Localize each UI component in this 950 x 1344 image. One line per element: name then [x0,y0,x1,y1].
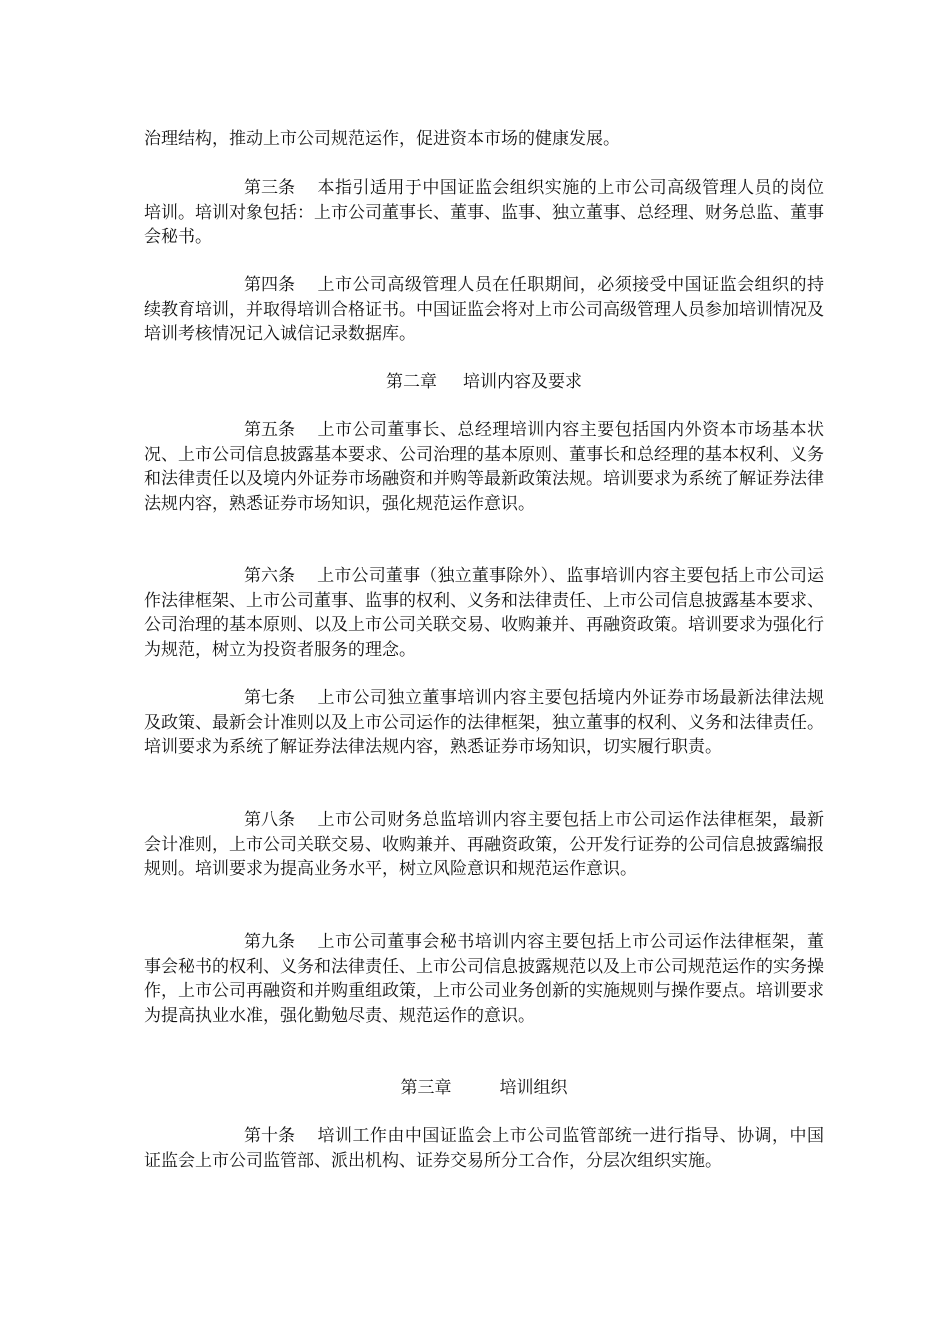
article-10 [144,1124,824,1173]
paragraph-continuation [144,127,824,152]
article-text: 上市公司董事（独立董事除外）、监事培训内容主要包括上市公司运作法律框架、上市公司董事、监事的权利、义务和法律责任、上市公司信息披露基本要求、公司治理的基本原则、以及上市公司关联交易、收购兼并、再融资政策。培训要求为强化行为规范，树立为投资者服务的理念。 [144,566,824,660]
chapter-3-heading [144,1076,824,1100]
article-text: 上市公司独立董事培训内容主要包括境内外证券市场最新法律法规及政策、最新会计准则以及上市公司运作的法律框架，独立董事的权利、义务和法律责任。培训要求为系统了解证券法律法规内容，熟悉证券市场知识，切实履行职责。 [144,688,824,757]
article-text: 上市公司董事会秘书培训内容主要包括上市公司运作法律框架，董事会秘书的权利、义务和法律责任、上市公司信息披露规范以及上市公司规范运作的实务操作，上市公司再融资和并购重组政策，上市公司业务创新的实施规则与操作要点。培训要求为提高执业水准，强化勤勉尽责、规范运作的意识。 [144,932,824,1026]
article-9 [144,930,824,1028]
article-8 [144,808,824,882]
article-text: 上市公司财务总监培训内容主要包括上市公司运作法律框架，最新会计准则，上市公司关联交易、收购兼并、再融资政策，公开发行证券的公司信息披露编报规则。培训要求为提高业务水平，树立风险意识和规范运作意识。 [144,810,824,879]
chapter-label: 第二章 [386,372,437,392]
article-label: 第五条 [244,420,295,440]
article-label: 第六条 [244,566,295,586]
article-label: 第七条 [244,688,295,708]
article-6 [144,564,824,662]
article-label: 第三条 [244,178,295,198]
chapter-title: 培训内容及要求 [463,372,582,392]
article-5 [144,418,824,516]
article-text: 培训工作由中国证监会上市公司监管部统一进行指导、协调，中国证监会上市公司监管部、派出机构、证券交易所分工合作，分层次组织实施。 [144,1126,824,1171]
article-text: 本指引适用于中国证监会组织实施的上市公司高级管理人员的岗位培训。培训对象包括：上市公司董事长、董事、监事、独立董事、总经理、财务总监、董事会秘书。 [144,178,824,247]
article-label: 第九条 [244,932,295,952]
chapter-2-heading [144,370,824,394]
article-3 [144,176,824,250]
paragraph-text: 治理结构，推动上市公司规范运作，促进资本市场的健康发展。 [144,129,620,149]
chapter-title: 培训组织 [499,1078,568,1098]
article-label: 第十条 [244,1126,295,1146]
article-text: 上市公司高级管理人员在任职期间，必须接受中国证监会组织的持续教育培训，并取得培训合格证书。中国证监会将对上市公司高级管理人员参加培训情况及培训考核情况记入诚信记录数据库。 [144,275,824,344]
article-label: 第四条 [244,275,295,295]
article-label: 第八条 [244,810,295,830]
article-7 [144,686,824,760]
chapter-label: 第三章 [400,1078,452,1098]
article-text: 上市公司董事长、总经理培训内容主要包括国内外资本市场基本状况、上市公司信息披露基本要求、公司治理的基本原则、董事长和总经理的基本权利、义务和法律责任以及境内外证券市场融资和并购等最新政策法规。培训要求为系统了解证券法律法规内容，熟悉证券市场知识，强化规范运作意识。 [144,420,824,514]
article-4 [144,273,824,347]
